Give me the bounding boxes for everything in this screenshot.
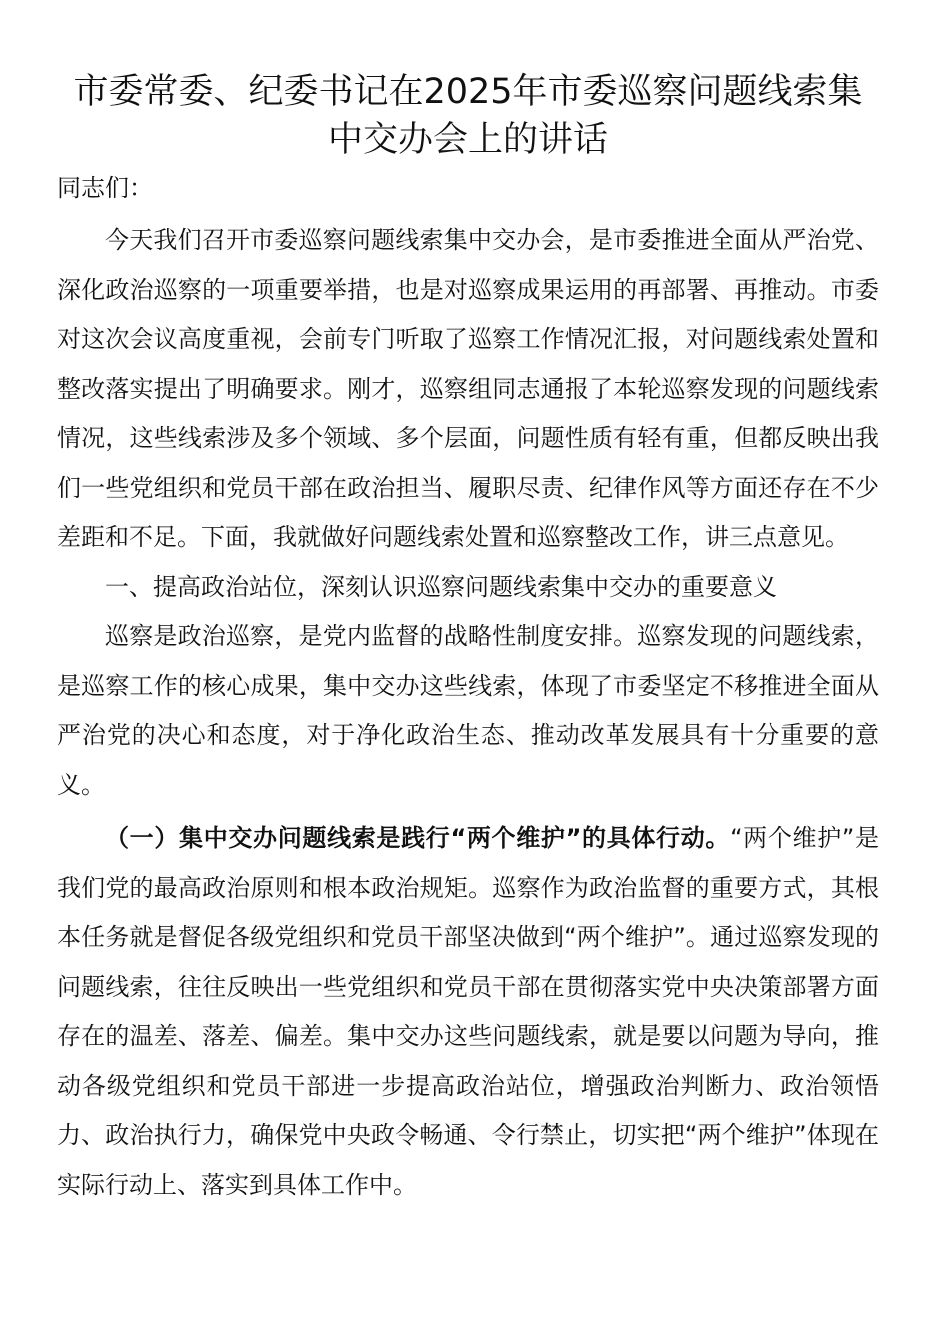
document-title: 市委常委、纪委书记在2025年市委巡察问题线索集中交办会上的讲话 xyxy=(73,72,863,160)
greeting: 同志们： xyxy=(57,174,153,202)
paragraph-section-1 xyxy=(57,612,879,810)
paragraph-intro xyxy=(57,216,879,563)
subsection-heading: （一）集中交办问题线索是践行“两个维护”的具体行动。 xyxy=(105,824,731,852)
section-heading-1 xyxy=(57,563,879,613)
paragraph-text: 今天我们召开市委巡察问题线索集中交办会，是市委推进全面从严治党、深化政治巡察的一项重要举措，也是对巡察成果运用的再部署、再推动。市委对这次会议高度重视，会前专门听取了巡察工作情况汇报，对问题线索处置和整改落实提出了明确要求。刚才，巡察组同志通报了本轮巡察发现的问题线索情况，这些线索涉及多个领域、多个层面，问题性质有轻有重，但都反映出我们一些党组织和党员干部在政治担当、履职尽责、纪律作风等方面还存在不少差距和不足。下面，我就做好问题线索处置和巡察整改工作，讲三点意见。 xyxy=(57,226,879,551)
paragraph-text: 巡察是政治巡察，是党内监督的战略性制度安排。巡察发现的问题线索，是巡察工作的核心成果，集中交办这些线索，体现了市委坚定不移推进全面从严治党的决心和态度，对于净化政治生态、推动改革发展具有十分重要的意义。 xyxy=(57,622,879,799)
paragraph-subsection-1 xyxy=(57,814,879,1210)
document-page xyxy=(57,68,879,1210)
paragraph-text: “两个维护”是我们党的最高政治原则和根本政治规矩。巡察作为政治监督的重要方式，其根本任务就是督促各级党组织和党员干部坚决做到“两个维护”。通过巡察发现的问题线索，往往反映出一些党组织和党员干部在贯彻落实党中央决策部署方面存在的温差、落差、偏差。集中交办这些问题线索，就是要以问题为导向，推动各级党组织和党员干部进一步提高政治站位，增强政治判断力、政治领悟力、政治执行力，确保党中央政令畅通、令行禁止，切实把“两个维护”体现在实际行动上、落实到具体工作中。 xyxy=(57,824,879,1199)
section-heading-text: 一、提高政治站位，深刻认识巡察问题线索集中交办的重要意义 xyxy=(105,572,777,601)
